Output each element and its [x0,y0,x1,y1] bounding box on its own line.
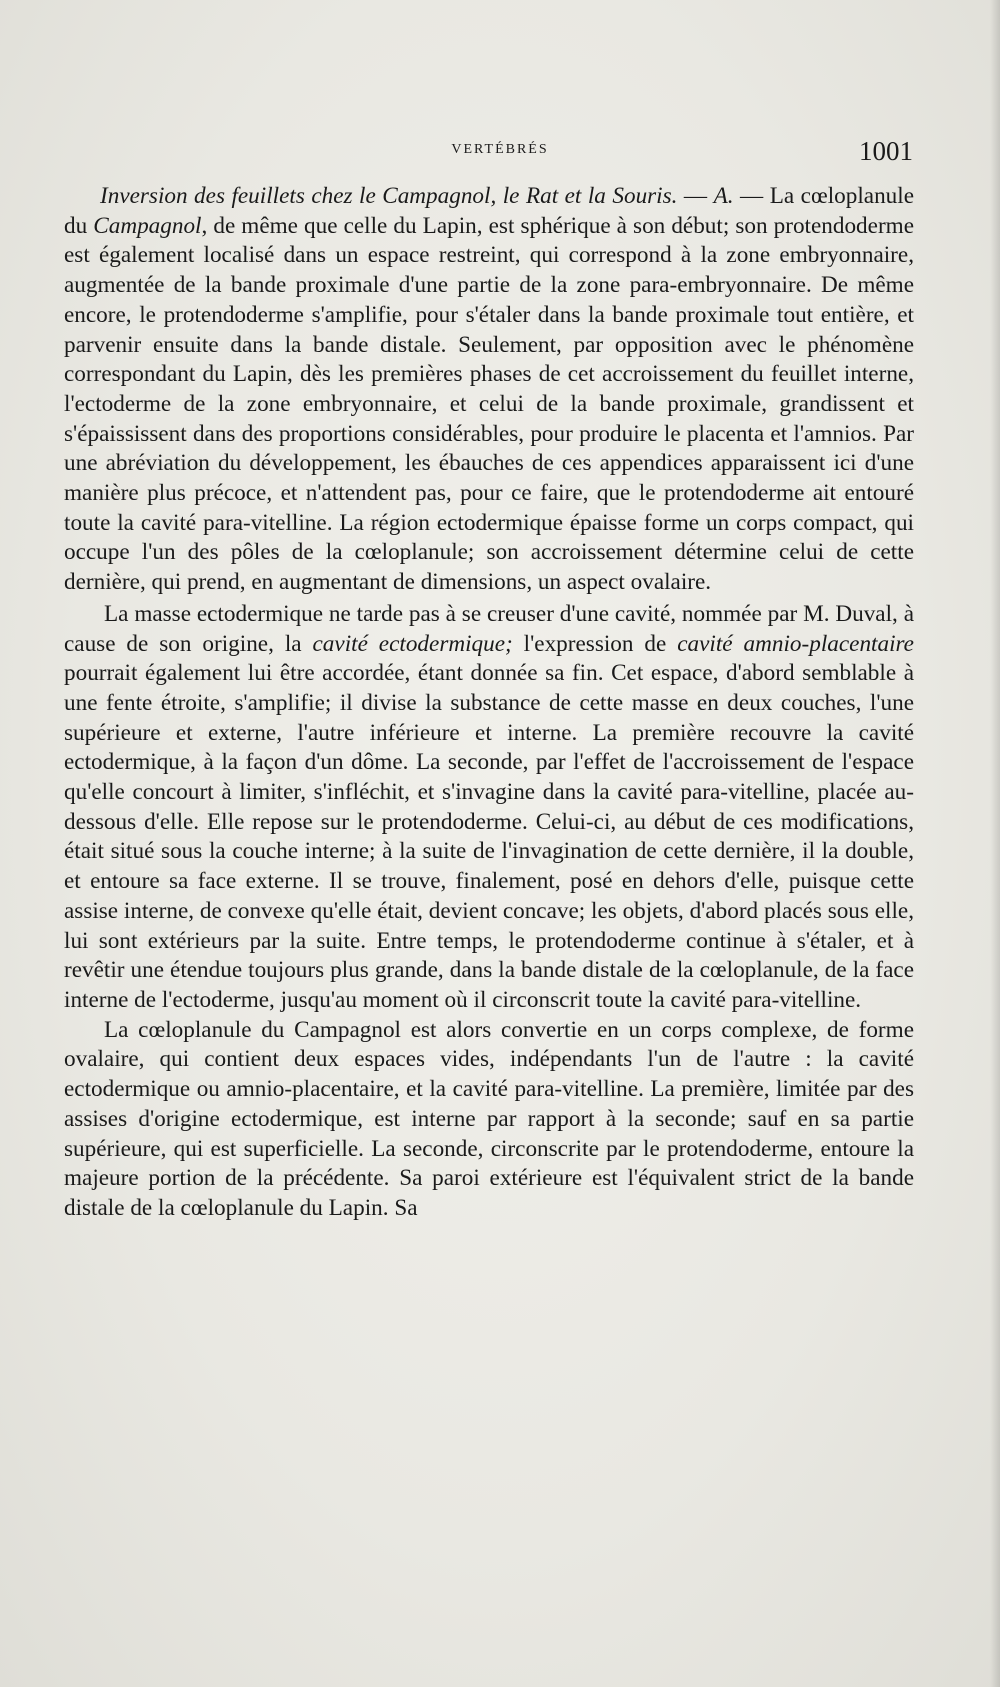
paragraph-2-text-b: l'expression de [512,630,678,657]
paragraph-1-lead: — La cœloplanule du [64,183,914,239]
page-number: 1001 [859,136,913,166]
paragraph-3-text: La cœloplanule du Campagnol est alors convertie en un corps complexe, de forme ovalaire, qui contient deux espaces vides, indépendants l'un de l'autre : la cavité ectodermique ou amnio-placentaire, et la cavité para-vitelline. La première, limitée par des assises d'origine ectodermique, est interne par rapport à la seconde; sauf en sa partie supérieure, qui est superficielle. La seconde, circonscrite par le protendoderme, entoure la majeure portion de la précédente. Sa paroi extérieure est l'équivalent strict de la bande distale de la cœloplanule du Lapin. Sa [64,1016,914,1221]
paragraph-1 [64,182,914,598]
emphasis-cavite-ectodermique: cavité ectodermique; [312,630,513,657]
running-title: VERTÉBRÉS [451,142,549,157]
emphasis-campagnol: Campagnol [93,212,202,239]
running-head [0,136,1000,168]
section-heading: Inversion des feuillets chez le Campagnol, le Rat et la Souris. [100,183,678,209]
body-text [64,182,914,1224]
heading-dash: — [677,183,714,209]
paragraph-2-text-c: pourrait également lui être accordée, étant donnée sa fin. Cet espace, d'abord semblable à une fente étroite, s'amplifie; il divise la substance de cette masse en deux couches, l'une supérieure et externe, l'autre inférieure et interne. La première recouvre la cavité ectodermique, à la façon d'un dôme. La seconde, par l'effet de l'accroissement de l'espace qu'elle concourt à limiter, s'infléchit, et s'invagine dans la cavité para-vitelline, placée au-dessous d'elle. Elle repose sur le protendoderme. Celui-ci, au début de ces modifications, était situé sous la couche interne; à la suite de l'invagination de cette dernière, il la double, et entoure sa face externe. Il se trouve, finalement, posé en dehors d'elle, puisque cette assise interne, de convexe qu'elle était, devient concave; les objets, d'abord placés sous elle, lui sont extérieurs par la suite. Entre temps, le protendoderme continue à s'étaler, et à revêtir une étendue toujours plus grande, dans la bande distale de la cœloplanule, de la face interne de l'ectoderme, jusqu'au moment où il circonscrit toute la cavité para-vitelline. [64,660,914,1013]
paragraph-2 [64,600,914,1016]
paragraph-3 [64,1016,914,1224]
paragraph-2-text-a: La masse ectodermique ne tarde pas à se creuser d'une cavité, nommée par M. Duval, à cause de son origine, la [64,600,914,657]
subsection-label: A. [713,183,734,209]
emphasis-cavite-amnio-placentaire: cavité amnio-placentaire [677,630,914,657]
paragraph-1-text: , de même que celle du Lapin, est sphérique à son début; son protendoderme est également localisé dans un espace restreint, qui correspond à la zone embryonnaire, augmentée de la bande proximale d'une partie de la zone para-embryonnaire. De même encore, le protendoderme s'amplifie, pour s'étaler dans la bande proximale tout entière, et parvenir ensuite dans la bande distale. Seulement, par opposition avec le phénomène correspondant du Lapin, dès les premières phases de cet accroissement du feuillet interne, l'ectoderme de la zone embryonnaire, et celui de la bande proximale, grandissent et s'épaississent dans des proportions considérables, pour produire le placenta et l'amnios. Par une abréviation du développement, les ébauches de ces appendices apparaissent ici d'une manière plus précoce, et n'attendent pas, pour ce faire, que le protendoderme ait entouré toute la cavité para-vitelline. La région ectodermique épaisse forme un corps compact, qui occupe l'un des pôles de la cœloplanule; son accroissement détermine celui de cette dernière, qui prend, en augmentant de dimensions, un aspect ovalaire. [64,212,914,596]
